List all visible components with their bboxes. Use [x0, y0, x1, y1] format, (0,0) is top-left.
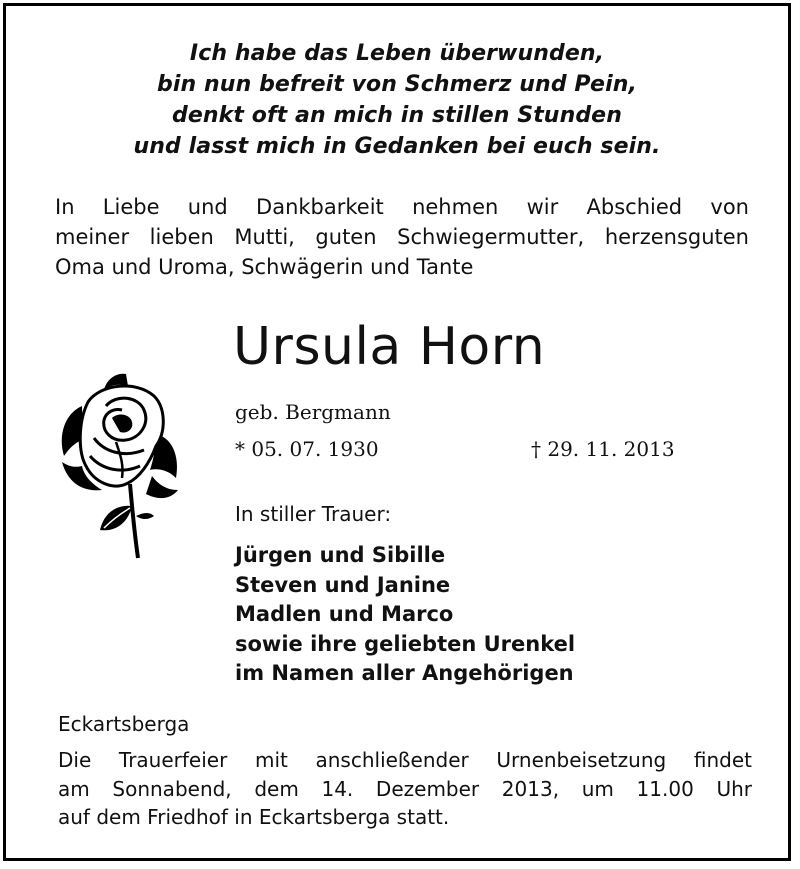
- mourner: Steven und Janine: [235, 572, 451, 597]
- mourner: sowie ihre geliebten Urenkel: [235, 631, 576, 656]
- intro-line: Oma und Uroma, Schwägerin und Tante: [55, 255, 474, 279]
- mourner: Madlen und Marco: [235, 602, 454, 626]
- poem-line: bin nun befreit von Schmerz und Pein,: [157, 72, 637, 97]
- service-info: [58, 746, 752, 832]
- place: Eckartsberga: [58, 712, 190, 736]
- service-line: am Sonnabend, dem 14. Dezember 2013, um 11.00 Uhr: [58, 776, 752, 801]
- rose-icon: [54, 366, 182, 562]
- intro-text: [55, 192, 749, 282]
- mourner: im Namen aller Angehörigen: [235, 661, 574, 685]
- poem-line: und lasst mich in Gedanken bei euch sein.: [133, 134, 661, 159]
- death-date: † 29. 11. 2013: [531, 437, 675, 461]
- birth-name: geb. Bergmann: [235, 400, 391, 424]
- poem: [6, 38, 788, 162]
- intro-line: meiner lieben Mutti, guten Schwiegermutter, herzensguten: [55, 225, 749, 249]
- intro-line: In Liebe und Dankbarkeit nehmen wir Abschied von: [55, 195, 749, 219]
- poem-line: Ich habe das Leben überwunden,: [189, 41, 605, 66]
- obituary-notice: [3, 3, 791, 861]
- poem-line: denkt oft an mich in stillen Stunden: [172, 103, 622, 128]
- mourner: Jürgen und Sibille: [235, 543, 446, 567]
- service-line: Die Trauerfeier mit anschließender Urnenbeisetzung findet: [58, 748, 752, 772]
- service-line: auf dem Friedhof in Eckartsberga statt.: [58, 805, 450, 829]
- deceased-name: Ursula Horn: [233, 317, 546, 377]
- birth-date: * 05. 07. 1930: [235, 437, 379, 461]
- mourning-label: In stiller Trauer:: [235, 502, 392, 526]
- mourners-list: [235, 541, 575, 689]
